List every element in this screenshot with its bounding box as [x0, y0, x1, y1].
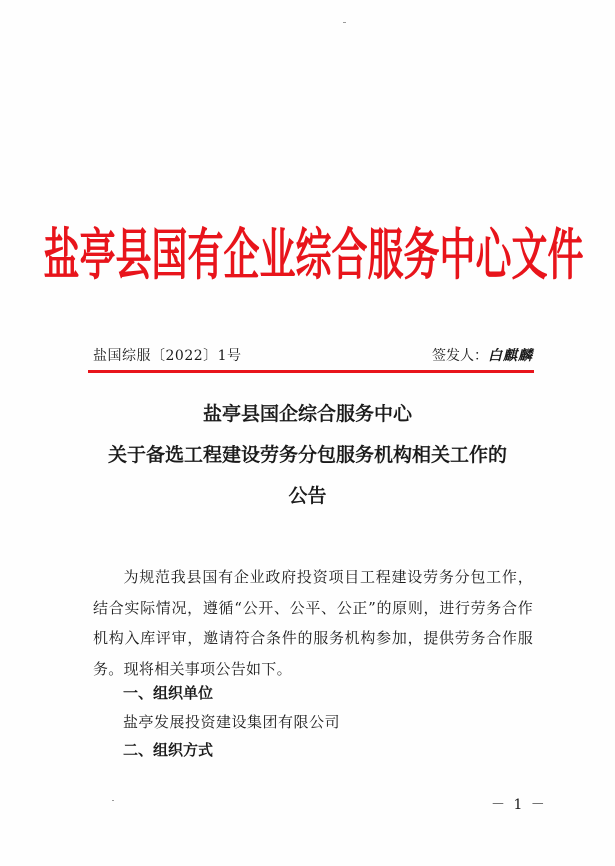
red-divider-line	[88, 370, 534, 373]
page-number: － 1 －	[491, 797, 547, 813]
intro-paragraph	[93, 562, 533, 684]
intro-paragraph-text: 为规范我县国有企业政府投资项目工程建设劳务分包工作，结合实际情况，遵循“公开、公平、公正”的原则，进行劳务合作机构入库评审，邀请符合条件的服务机构参加，提供劳务合作服务。现将相关事项公告如下。	[93, 568, 533, 678]
section-heading-1: 一、组织单位	[123, 684, 214, 702]
notice-title-line-2: 关于备选工程建设劳务分包服务机构相关工作的	[107, 444, 507, 466]
document-number: 盐国综服〔2022〕1号	[93, 348, 242, 364]
section-heading-2: 二、组织方式	[123, 741, 214, 759]
organizing-unit-name: 盐亭发展投资建设集团有限公司	[123, 713, 341, 731]
red-header-title: 盐亭县国有企业综合服务中心文件	[43, 223, 584, 288]
signer-name: 白麒麟	[488, 348, 533, 364]
scan-speck	[343, 22, 346, 23]
notice-title-line-3: 公告	[288, 485, 327, 507]
signer-block	[432, 345, 533, 365]
scan-speck	[112, 800, 114, 801]
signer-label: 签发人：	[432, 348, 488, 364]
notice-title-line-1: 盐亭县国企综合服务中心	[202, 403, 412, 425]
